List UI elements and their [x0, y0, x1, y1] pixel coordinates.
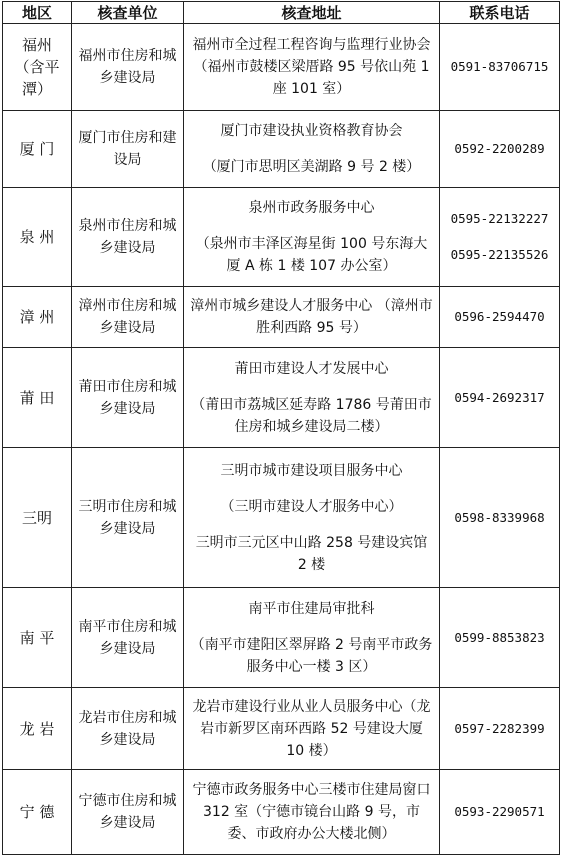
phone-cell	[440, 588, 560, 688]
region-cell: 漳 州	[3, 287, 72, 348]
header-row	[3, 2, 560, 24]
phone-cell	[440, 111, 560, 188]
unit-cell: 泉州市住房和城乡建设局	[72, 188, 184, 287]
unit-cell: 三明市住房和城乡建设局	[72, 448, 184, 588]
address-cell	[184, 287, 440, 348]
address-line: 莆田市建设人才发展中心	[234, 360, 389, 377]
address-cell	[184, 770, 440, 855]
address-line: 宁德市政务服务中心三楼市住建局窗口 312 室（宁德市镜台山路 9 号，市委、市政府办公大楼北侧）	[192, 782, 431, 842]
header-phone: 联系电话	[440, 2, 560, 24]
phone-cell	[440, 287, 560, 348]
address-line: （南平市建阳区翠屏路 2 号南平市政务服务中心一楼 3 区）	[190, 636, 433, 675]
table-row	[3, 287, 560, 348]
address-cell	[184, 448, 440, 588]
address-cell	[184, 688, 440, 770]
phone-cell	[440, 688, 560, 770]
phone-number: 0595-22135526	[450, 247, 549, 262]
header-address: 核查地址	[184, 2, 440, 24]
table-row	[3, 111, 560, 188]
spacer	[190, 518, 433, 532]
phone-number: 0592-2200289	[454, 141, 545, 156]
region-cell: 龙 岩	[3, 688, 72, 770]
address-line: 漳州市城乡建设人才服务中心 （漳州市胜利西路 95 号）	[190, 298, 433, 336]
address-line: 厦门市建设执业资格教育协会	[220, 123, 403, 139]
phone-number: 0596-2594470	[454, 309, 545, 324]
table-row	[3, 348, 560, 448]
phone-number: 0597-2282399	[454, 720, 545, 736]
unit-cell: 龙岩市住房和城乡建设局	[72, 688, 184, 770]
phone-number: 0598-8339968	[454, 509, 545, 525]
spacer	[190, 380, 433, 394]
address-cell	[184, 111, 440, 188]
address-line: 龙岩市建设行业从业人员服务中心（龙岩市新罗区南环西路 52 号建设大厦 10 楼）	[192, 698, 431, 759]
phone-number: 0591-83706715	[450, 59, 549, 74]
table-row	[3, 770, 560, 855]
phone-cell	[440, 348, 560, 448]
spacer	[190, 142, 433, 156]
table-row	[3, 448, 560, 588]
spacer	[190, 482, 433, 496]
unit-cell: 莆田市住房和城乡建设局	[72, 348, 184, 448]
address-line: 泉州市政务服务中心	[248, 200, 375, 216]
unit-cell: 福州市住房和城乡建设局	[72, 24, 184, 111]
unit-cell: 宁德市住房和城乡建设局	[72, 770, 184, 855]
unit-cell: 漳州市住房和城乡建设局	[72, 287, 184, 348]
region-cell: 宁 德	[3, 770, 72, 855]
header-region: 地区	[3, 2, 72, 24]
phone-number: 0593-2290571	[454, 804, 545, 819]
phone-number: 0594-2692317	[454, 389, 545, 405]
phone-cell	[440, 188, 560, 287]
region-cell: 泉 州	[3, 188, 72, 287]
region-cell: 厦 门	[3, 111, 72, 188]
verification-table	[2, 1, 560, 855]
address-line: 三明市三元区中山路 258 号建设宾馆 2 楼	[195, 534, 428, 573]
address-cell	[184, 24, 440, 111]
unit-cell: 南平市住房和城乡建设局	[72, 588, 184, 688]
spacer	[190, 620, 433, 634]
address-line: （三明市建设人才服务中心）	[220, 498, 403, 515]
address-line: 三明市城市建设项目服务中心	[220, 462, 403, 479]
region-cell: 莆 田	[3, 348, 72, 448]
table-row	[3, 188, 560, 287]
region-cell: 福州（含平潭）	[3, 24, 72, 111]
table-row	[3, 24, 560, 111]
region-cell: 三明	[3, 448, 72, 588]
spacer	[442, 230, 557, 244]
address-line: （莆田市荔城区延寿路 1786 号莆田市住房和城乡建设局二楼）	[191, 396, 432, 435]
spacer	[190, 219, 433, 233]
address-cell	[184, 188, 440, 287]
address-line: （泉州市丰泽区海星街 100 号东海大厦 A 栋 1 楼 107 办公室）	[195, 236, 428, 274]
header-unit: 核查单位	[72, 2, 184, 24]
address-line: 福州市全过程工程咨询与监理行业协会（福州市鼓楼区梁厝路 95 号依山苑 1 座 101 室）	[192, 37, 431, 97]
phone-cell	[440, 448, 560, 588]
phone-cell	[440, 24, 560, 111]
address-cell	[184, 348, 440, 448]
phone-cell	[440, 770, 560, 855]
unit-cell: 厦门市住房和建设局	[72, 111, 184, 188]
address-line: （厦门市思明区美湖路 9 号 2 楼）	[202, 159, 421, 175]
address-cell	[184, 588, 440, 688]
phone-number: 0595-22132227	[450, 211, 549, 226]
phone-number: 0599-8853823	[454, 629, 545, 645]
table-row	[3, 588, 560, 688]
region-cell: 南 平	[3, 588, 72, 688]
address-line: 南平市住建局审批科	[248, 600, 375, 617]
table-row	[3, 688, 560, 770]
